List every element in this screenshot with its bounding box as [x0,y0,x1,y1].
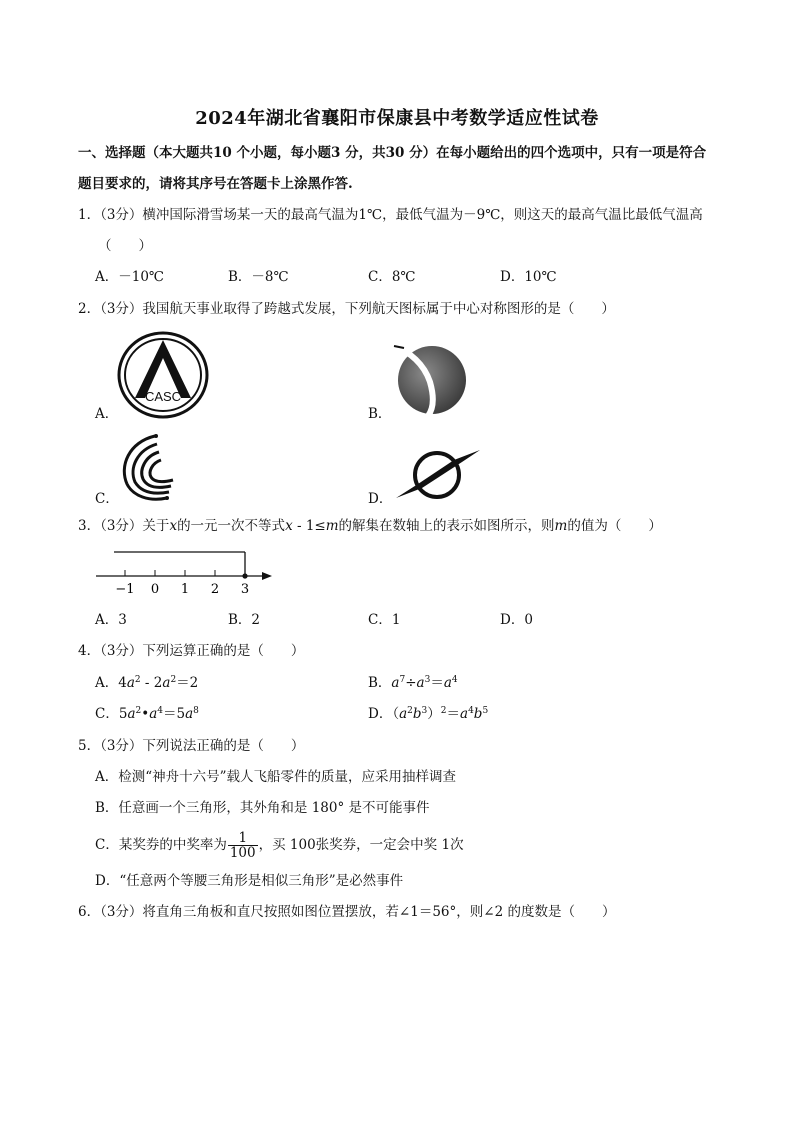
q6-stem: 6．（3分）将直角三角板和直尺按照如图位置摆放，若∠1＝56°，则∠2 的度数是（ ） [78,904,616,920]
q1-option-b: B．－8℃ [228,269,289,285]
q4-option-a: A．$4a^2 - 2a^2=2$ [95,675,199,691]
q2-stem: 2．（3分）我国航天事业取得了跨越式发展，下列航天图标属于中心对称图形的是（ ） [78,301,615,317]
q1-stem-line2: （ ） [98,238,152,254]
axis-tick-label: 3 [240,582,250,597]
q5-option-d: D．“任意两个等腰三角形是相似三角形”是必然事件 [95,873,404,889]
number-line-figure [90,546,280,598]
q5-option-b: B．任意画一个三角形，其外角和是 180° 是不可能事件 [95,800,430,816]
q2-label-b: B． [368,406,392,422]
q4-option-d: D．$(a^2b^3)^2=a^4b^5$ [368,706,489,722]
q3-option-c: C．1 [368,612,401,628]
q1-option-d: D．10℃ [500,269,557,285]
q2-label-d: D． [368,491,393,507]
q1-option-c: C．8℃ [368,269,416,285]
q1-stem-line1: 1．（3分）横冲国际滑雪场某一天的最高气温为1℃，最低气温为－9℃，则这天的最高气温比最低气温高 [78,207,703,223]
q2-label-a: A． [95,406,119,422]
q4-option-b: B．$a^7\div a^3=a^4$ [368,675,458,691]
q1-option-a: A．－10℃ [95,269,165,285]
casc-logo-text: CASC [144,389,182,404]
sphere-orbit-icon [390,338,470,418]
section-heading-line1: 一、选择题（本大题共10 个小题，每小题3 分，共30 分）在每小题给出的四个选项中，只有一项是符合 [78,145,707,161]
section-heading-line2: 题目要求的，请将其序号在答题卡上涂黑作答. [78,176,353,192]
axis-tick-label: 0 [150,582,160,597]
axis-tick-label: 1 [180,582,190,597]
q3-stem: 3．（3分）关于x的一元一次不等式x - 1≤m的解集在数轴上的表示如图所示，则m的值为（ ） [78,518,662,534]
casc-logo-icon [115,330,211,420]
q5-option-c: C．某奖券的中奖率为 $\frac{1}{100}$ ，买 100张奖券，一定会中奖 1次 [95,830,464,861]
page-title: 2024年湖北省襄阳市保康县中考数学适应性试卷 [195,108,599,129]
z-orbit-icon [392,448,484,502]
q4-option-c: C．$5a^2•a^4=5a^8$ [95,706,199,722]
q3-option-b: B．2 [228,612,261,628]
axis-tick-label: −1 [115,582,135,597]
spiral-arcs-icon [115,432,195,504]
q2-label-c: C． [95,491,119,507]
q3-option-d: D．0 [500,612,533,628]
q5-stem: 5．（3分）下列说法正确的是（ ） [78,738,305,754]
axis-tick-label: 2 [210,582,220,597]
q5-option-a: A．检测“神舟十六号”载人飞船零件的质量，应采用抽样调查 [95,769,457,785]
q4-stem: 4．（3分）下列运算正确的是（ ） [78,643,305,659]
fraction-1-100: $\frac{1}{100}$ [229,830,256,861]
q3-option-a: A．3 [95,612,127,628]
